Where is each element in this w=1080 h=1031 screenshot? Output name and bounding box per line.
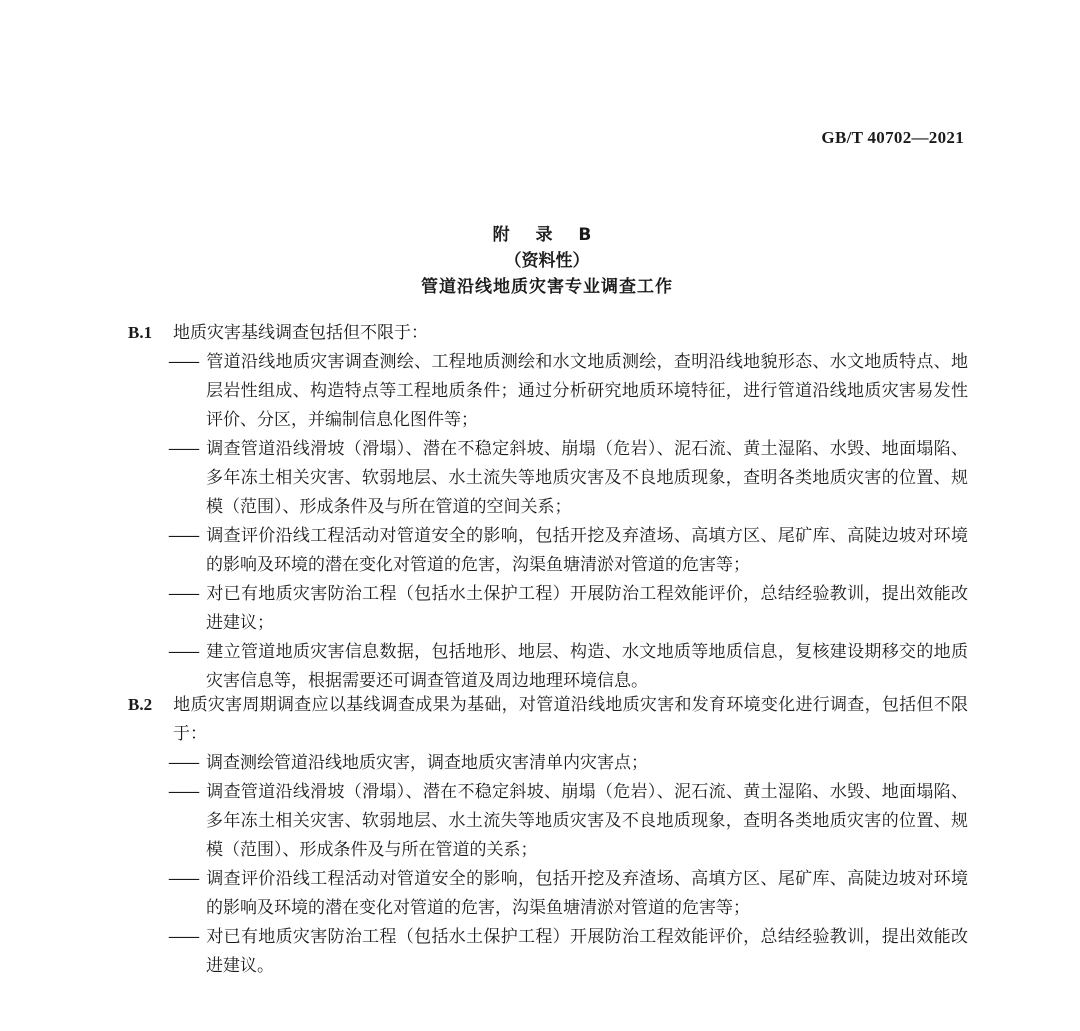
list-item-text: 管道沿线地质灾害调查测绘、工程地质测绘和水文地质测绘，查明沿线地貌形态、水文地质特点、地层岩性组成、构造特点等工程地质条件；通过分析研究地质环境特征，进行管道沿线地质灾害易发性评价、分区，并编制信息化图件等； <box>206 352 968 430</box>
list-item-text: 调查测绘管道沿线地质灾害，调查地质灾害清单内灾害点； <box>206 753 648 773</box>
appendix-title: 附 录 B <box>492 225 602 245</box>
section-b2 <box>128 690 968 981</box>
list-item <box>128 435 968 522</box>
list-item-text: 调查管道沿线滑坡（滑塌）、潜在不稳定斜坡、崩塌（危岩）、泥石流、黄土湿陷、水毁、地面塌陷、多年冻土相关灾害、软弱地层、水土流失等地质灾害及不良地质现象，查明各类地质灾害的位置、规模（范围）、形成条件及与所在管道的空间关系； <box>206 439 968 517</box>
dash-marker: —— <box>168 526 198 546</box>
dash-marker: —— <box>168 869 198 889</box>
list-item <box>128 749 968 778</box>
dash-marker: —— <box>168 439 198 459</box>
list-item-text: 调查评价沿线工程活动对管道安全的影响，包括开挖及弃渣场、高填方区、尾矿库、高陡边坡对环境的影响及环境的潜在变化对管道的危害，沟渠鱼塘清淤对管道的危害等； <box>206 869 968 918</box>
list-item <box>128 348 968 435</box>
list-item-text: 建立管道地质灾害信息数据，包括地形、地层、构造、水文地质等地质信息，复核建设期移交的地质灾害信息等，根据需要还可调查管道及周边地理环境信息。 <box>206 642 968 691</box>
list-item <box>128 865 968 923</box>
list-item <box>128 580 968 638</box>
list-item <box>128 923 968 981</box>
list-item-text: 对已有地质灾害防治工程（包括水土保护工程）开展防治工程效能评价，总结经验教训，提出效能改进建议。 <box>206 927 968 976</box>
section-b1 <box>128 318 968 696</box>
section-number: B.1 <box>128 323 153 342</box>
list-item-text: 调查管道沿线滑坡（滑塌）、潜在不稳定斜坡、崩塌（危岩）、泥石流、黄土湿陷、水毁、地面塌陷、多年冻土相关灾害、软弱地层、水土流失等地质灾害及不良地质现象，查明各类地质灾害的位置、规模（范围）、形成条件及与所在管道的关系； <box>206 782 968 860</box>
section-intro <box>128 690 968 749</box>
list-item-text: 调查评价沿线工程活动对管道安全的影响，包括开挖及弃渣场、高填方区、尾矿库、高陡边坡对环境的影响及环境的潜在变化对管道的危害，沟渠鱼塘清淤对管道的危害等； <box>206 526 968 575</box>
dash-marker: —— <box>168 782 198 802</box>
section-intro-text: 地质灾害基线调查包括但不限于： <box>173 323 428 343</box>
dash-marker: —— <box>168 584 198 604</box>
appendix-nature: （资料性） <box>504 251 590 271</box>
standard-code: GB/T 40702—2021 <box>821 128 964 147</box>
dash-marker: —— <box>168 642 198 662</box>
appendix-heading-block <box>0 222 1080 300</box>
appendix-heading: 管道沿线地质灾害专业调查工作 <box>421 277 673 297</box>
list-item <box>128 638 968 696</box>
section-intro <box>128 318 968 348</box>
list-item <box>128 778 968 865</box>
dash-marker: —— <box>168 352 198 372</box>
section-intro-text: 地质灾害周期调查应以基线调查成果为基础，对管道沿线地质灾害和发育环境变化进行调查，包括但不限于： <box>173 695 968 744</box>
section-number: B.2 <box>128 695 153 714</box>
dash-marker: —— <box>168 753 198 773</box>
list-item-text: 对已有地质灾害防治工程（包括水土保护工程）开展防治工程效能评价，总结经验教训，提出效能改进建议； <box>206 584 968 633</box>
list-item <box>128 522 968 580</box>
dash-marker: —— <box>168 927 198 947</box>
